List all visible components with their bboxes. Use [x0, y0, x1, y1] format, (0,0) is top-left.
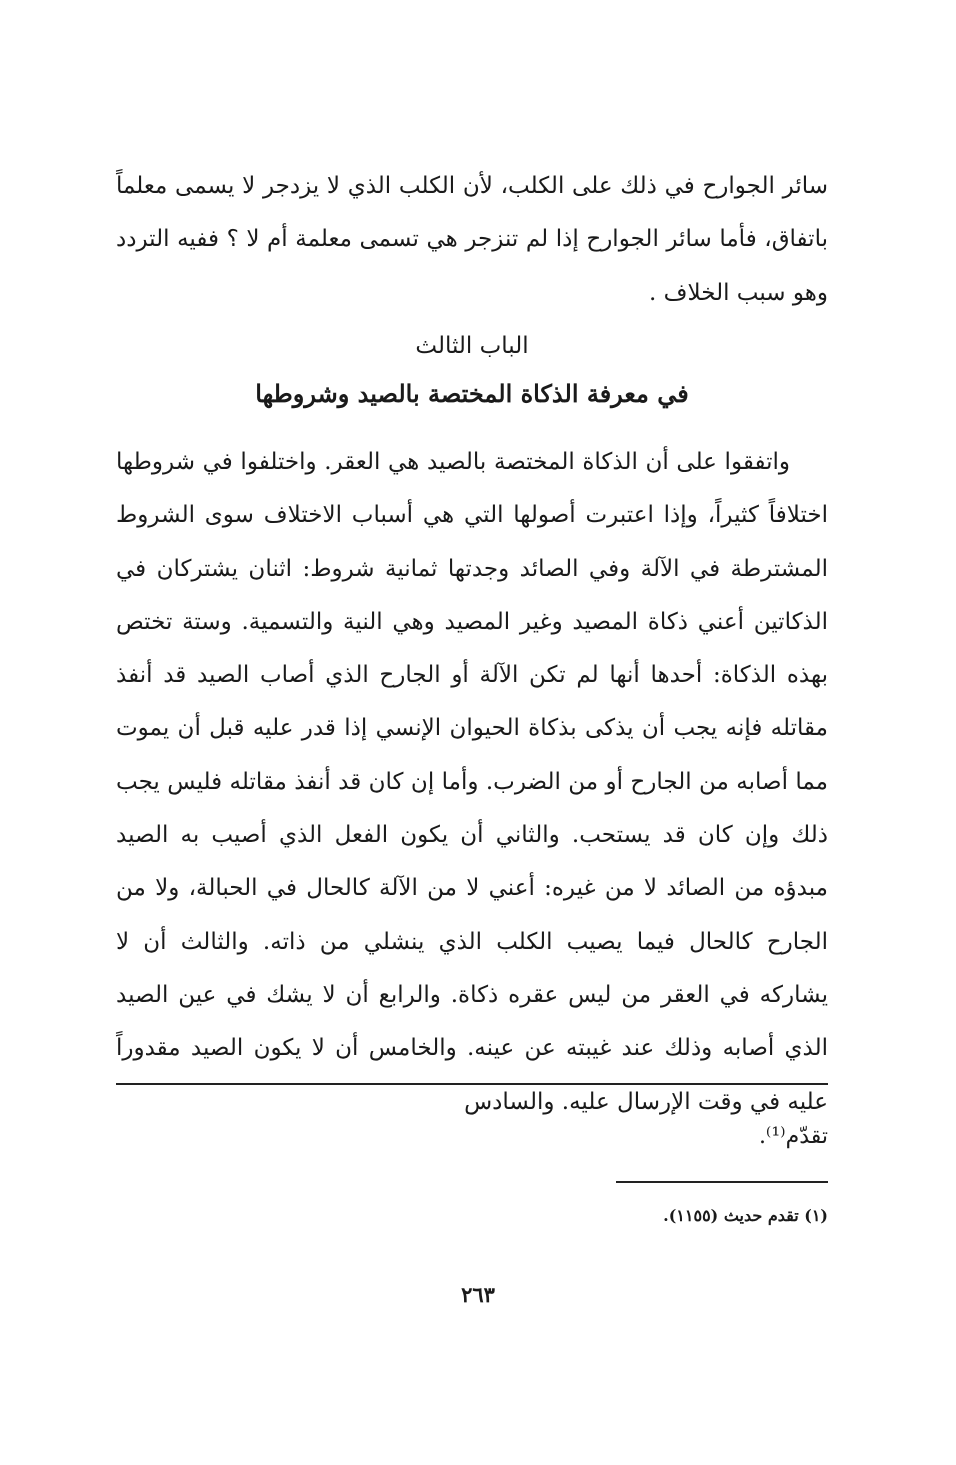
intro-paragraph: سائر الجوارح في ذلك على الكلب، لأن الكلب الذي لا يزدجر لا يسمى معلماً باتفاق، فأما سائر الجوارح إذا لم تنزجر هي تسمى معلمة أم لا ؟ ففيه التردد وهو سبب الخلاف .	[116, 173, 828, 306]
intro-paragraph-block	[116, 160, 828, 320]
chapter-number: الباب الثالث	[415, 333, 529, 359]
page-number: ٢٦٣	[461, 1282, 495, 1307]
footnote: (١) تقدم حديث (١١٥٥).	[663, 1206, 828, 1225]
continued-footnote-text: تقدّم⁽¹⁾.	[758, 1124, 828, 1149]
footnote-short-rule	[616, 1181, 828, 1183]
chapter-title: في معرفة الذكاة المختصة بالصيد وشروطها	[255, 379, 689, 408]
footnote-separator-rule	[116, 1083, 828, 1085]
body-paragraph-block	[116, 436, 828, 1129]
body-paragraph: واتفقوا على أن الذكاة المختصة بالصيد هي العقر. واختلفوا في شروطها اختلافاً كثيراً، وإذا اعتبرت أصولها التي هي أسباب الاختلاف سوى الشروط المشترطة في الآلة وفي الصائد وجدتها ثمانية شروط: اثنان يشتركان في الذكاتين أعني ذكاة المصيد وغير المصيد وهي النية والتسمية. وستة تختص بهذه الذكاة: أحدها أنها لم تكن الآلة أو الجارح الذي أصاب الصيد قد أنفذ مقاتله فإنه يجب أن يذكى بذكاة الحيوان الإنسي إذا قدر عليه قبل أن يموت مما أصابه من الجارح أو من الضرب. وأما إن كان قد أنفذ مقاتله فليس يجب ذلك وإن كان قد يستحب. والثاني أن يكون الفعل الذي أصيب به الصيد مبدؤه من الصائد لا من غيره: أعني لا من الآلة كالحال في الحبالة، ولا من الجارح كالحال فيما يصيب الكلب الذي ينشلي من ذاته. والثالث أن لا يشاركه في العقر من ليس عقره ذكاة. والرابع أن لا يشك في عين الصيد الذي أصابه وذلك عند غيبته عن عينه. والخامس أن لا يكون الصيد مقدوراً عليه في وقت الإرسال عليه. والسادس	[116, 449, 828, 1115]
